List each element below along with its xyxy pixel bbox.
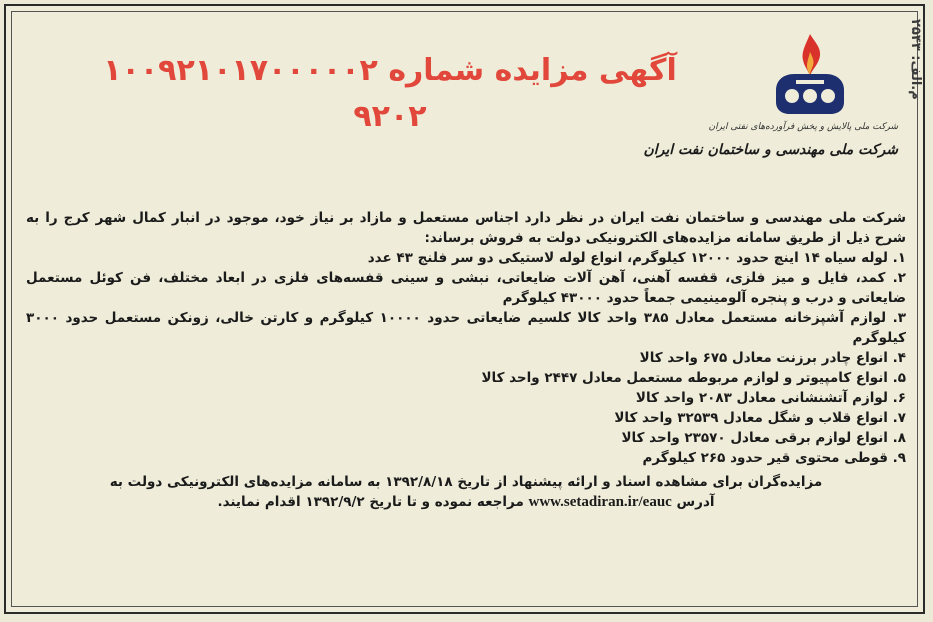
list-item: ۹. قوطی محتوی قیر حدود ۲۶۵ کیلوگرم xyxy=(642,450,906,466)
intro-paragraph: شرکت ملی مهندسی و ساختمان نفت ایران در نظر دارد اجناس مستعمل و مازاد بر نیاز خود، موجود در انبار کمال شهر کرج را به شرح ذیل از طریق سامانه مزایده‌های الکترونیکی دولت به فروش برساند: xyxy=(26,210,906,246)
address-label: آدرس xyxy=(676,494,715,510)
closing-paragraph xyxy=(26,472,906,512)
portal-url-link[interactable]: www.setadiran.ir/eauc xyxy=(528,494,672,510)
nioc-emblem-icon xyxy=(766,30,854,118)
logo-subline: شرکت ملی پالایش و پخش فرآورده‌های نفتی ایران xyxy=(708,122,898,132)
ad-code: م.الف: ۲۵۴۳ xyxy=(908,18,923,100)
list-item: ۵. انواع کامپیوتر و لوازم مربوطه مستعمل معادل ۲۴۴۷ واحد کالا xyxy=(481,370,906,386)
list-item: ۳. لوازم آشپزخانه مستعمل معادل ۳۸۵ واحد کالا کلسیم ضایعاتی حدود ۱۰۰۰۰ کیلوگرم و کارتن خالی، زونکن مستعمل حدود ۳۰۰۰ کیلوگرم xyxy=(26,310,906,346)
closing-line-1: مزایده‌گران برای مشاهده اسناد و ارائه پیشنهاد از تاریخ ۱۳۹۲/۸/۱۸ به سامانه مزایده‌های الکترونیکی دولت به xyxy=(109,474,823,490)
list-item: ۴. انواع چادر برزنت معادل ۶۷۵ واحد کالا xyxy=(639,350,906,366)
list-item: ۲. کمد، فایل و میز فلزی، قفسه آهنی، آهن آلات ضایعاتی، نبشی و سینی قفسه‌های فلزی در ابعاد مختلف، فن کوئل مستعمل ضایعاتی و درب و پنجره آلومینیمی جمعاً حدود ۴۳۰۰۰ کیلوگرم xyxy=(26,270,906,306)
ad-body xyxy=(26,208,906,512)
list-item: ۱. لوله سیاه ۱۴ اینچ حدود ۱۲۰۰۰ کیلوگرم، انواع لوله لاستیکی دو سر فلنج ۴۳ عدد xyxy=(367,250,906,266)
items-list xyxy=(26,248,906,468)
list-item: ۸. انواع لوازم برقی معادل ۲۳۵۷۰ واحد کالا xyxy=(621,430,906,446)
closing-line-2 xyxy=(26,492,906,512)
title-line-2: ۹۲۰۲ xyxy=(353,99,427,134)
auction-title xyxy=(90,48,690,140)
logo-company-name: شرکت ملی مهندسی و ساختمان نفت ایران xyxy=(643,142,898,158)
title-line-1: آگهی مزایده شماره ۱۰۰۹۲۱۰۱۷۰۰۰۰۰۲ xyxy=(103,53,677,88)
list-item: ۶. لوازم آتشنشانی معادل ۲۰۸۳ واحد کالا xyxy=(635,390,906,406)
closing-deadline: مراجعه نموده و تا تاریخ ۱۳۹۲/۹/۲ اقدام نمایند. xyxy=(217,494,524,510)
company-logo xyxy=(643,30,898,170)
list-item: ۷. انواع قلاب و شگل معادل ۳۲۵۳۹ واحد کالا xyxy=(614,410,906,426)
